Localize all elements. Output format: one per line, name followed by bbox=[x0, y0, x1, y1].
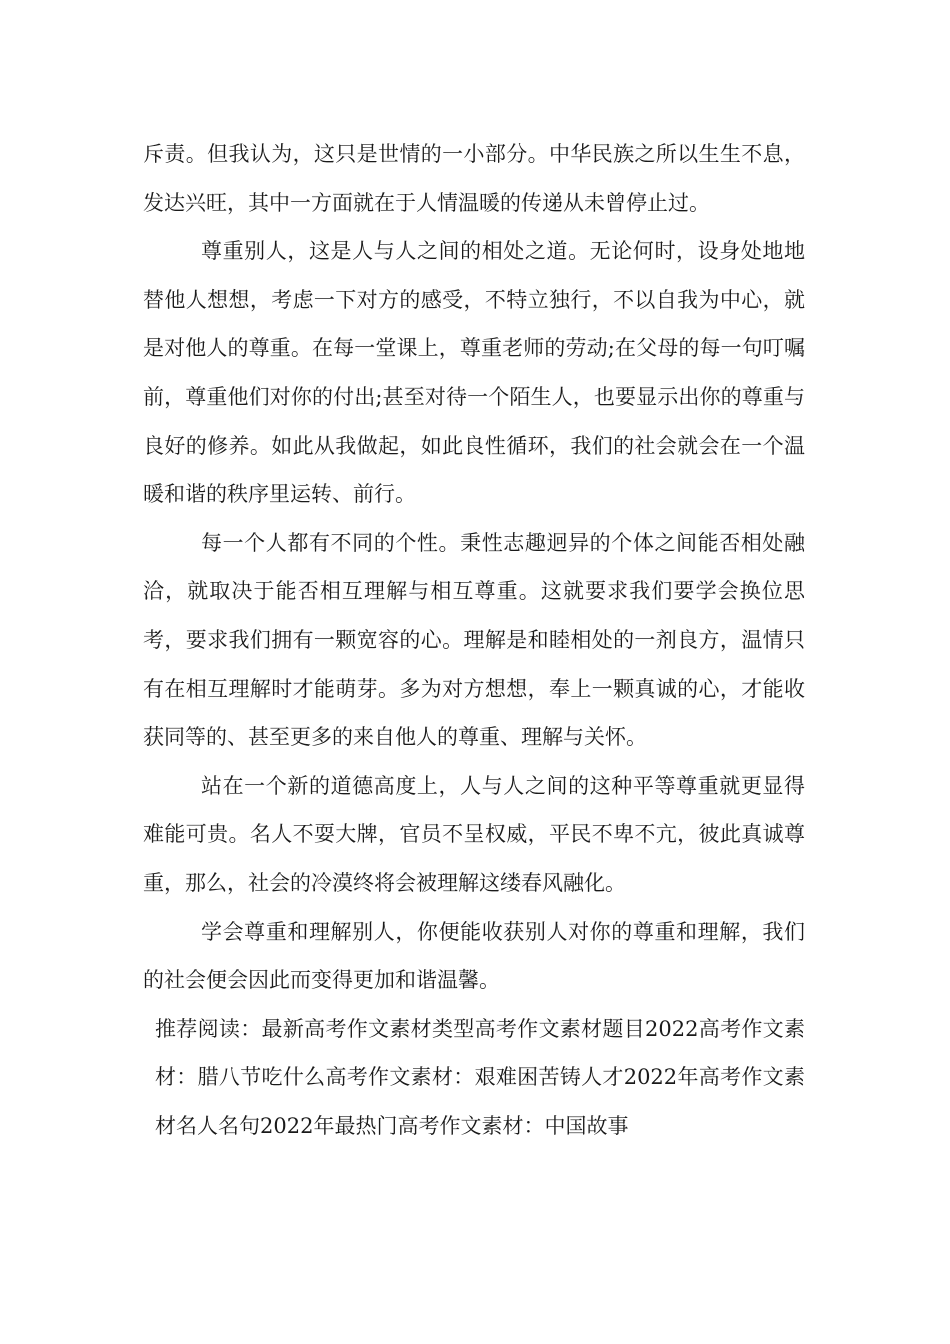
recommended-reading: 推荐阅读：最新高考作文素材类型高考作文素材题目2022高考作文素材：腊八节吃什么高考作文素材：艰难困苦铸人才2022年高考作文素材名人名句2022年最热门高考作文素材：中国故事 bbox=[155, 1016, 805, 1138]
paragraph-4: 站在一个新的道德高度上，人与人之间的这种平等尊重就更显得难能可贵。名人不耍大牌，官员不呈权威，平民不卑不亢，彼此真诚尊重，那么，社会的冷漠终将会被理解这缕春风融化。 bbox=[143, 773, 805, 895]
paragraph-1: 斥责。但我认为，这只是世情的一小部分。中华民族之所以生生不息，发达兴旺，其中一方面就在于人情温暖的传递从未曾停止过。 bbox=[143, 142, 805, 215]
document-body bbox=[143, 130, 805, 1150]
paragraph-3: 每一个人都有不同的个性。秉性志趣迥异的个体之间能否相处融洽，就取决于能否相互理解与相互尊重。这就要求我们要学会换位思考，要求我们拥有一颗宽容的心。理解是和睦相处的一剂良方，温情只有在相互理解时才能萌芽。多为对方想想，奉上一颗真诚的心，才能收获同等的、甚至更多的来自他人的尊重、理解与关怀。 bbox=[143, 530, 805, 750]
paragraph-5: 学会尊重和理解别人，你便能收获别人对你的尊重和理解，我们的社会便会因此而变得更加和谐温馨。 bbox=[143, 919, 805, 993]
paragraph-2: 尊重别人，这是人与人之间的相处之道。无论何时，设身处地地替他人想想，考虑一下对方的感受，不特立独行，不以自我为中心，就是对他人的尊重。在每一堂课上，尊重老师的劳动;在父母的每一句叮嘱前，尊重他们对你的付出;甚至对待一个陌生人，也要显示出你的尊重与良好的修养。如此从我做起，如此良性循环，我们的社会就会在一个温暖和谐的秩序里运转、前行。 bbox=[143, 239, 805, 507]
